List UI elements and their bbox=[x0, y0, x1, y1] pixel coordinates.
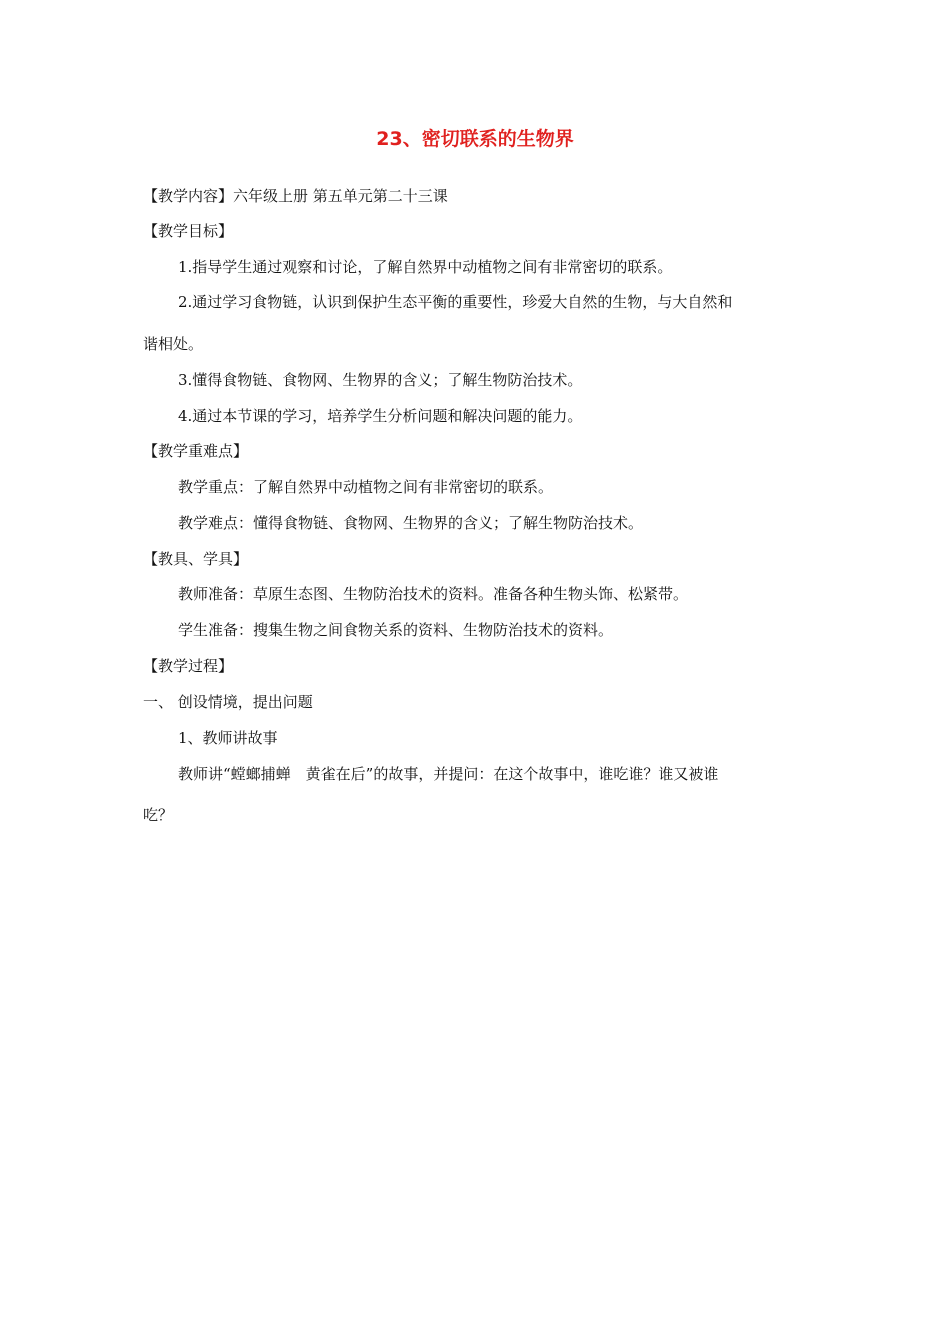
goal-2-line-1: 2.通过学习食物链，认识到保护生态平衡的重要性，珍爱大自然的生物，与大自然和 bbox=[178, 293, 733, 311]
teacher-prep-line: 教师准备：草原生态图、生物防治技术的资料。准备各种生物头饰、松紧带。 bbox=[178, 585, 689, 603]
story-line-1: 教师讲“螳螂捕蝉 黄雀在后”的故事，并提问：在这个故事中，谁吃谁？谁又被谁 bbox=[178, 765, 719, 783]
process-header: 【教学过程】 bbox=[143, 657, 234, 675]
teaching-content-line: 【教学内容】六年级上册 第五单元第二十三课 bbox=[143, 187, 448, 205]
document-title: 23、密切联系的生物界 bbox=[376, 128, 574, 150]
goal-3: 3.懂得食物链、食物网、生物界的含义；了解生物防治技术。 bbox=[178, 371, 583, 389]
keypoint-line: 教学重点：了解自然界中动植物之间有非常密切的联系。 bbox=[178, 478, 554, 496]
story-line-2: 吃？ bbox=[143, 806, 174, 824]
tools-header: 【教具、学具】 bbox=[143, 550, 249, 568]
goal-4: 4.通过本节课的学习，培养学生分析问题和解决问题的能力。 bbox=[178, 407, 583, 425]
step-1-1-heading: 1、教师讲故事 bbox=[178, 729, 278, 747]
difficulty-line: 教学难点：懂得食物链、食物网、生物界的含义；了解生物防治技术。 bbox=[178, 514, 644, 532]
goal-1: 1.指导学生通过观察和讨论，了解自然界中动植物之间有非常密切的联系。 bbox=[178, 258, 673, 276]
goals-header: 【教学目标】 bbox=[143, 222, 234, 240]
goal-2-line-2: 谐相处。 bbox=[143, 335, 204, 353]
keypoints-header: 【教学重难点】 bbox=[143, 442, 249, 460]
step-1-heading: 一、 创设情境，提出问题 bbox=[143, 693, 313, 711]
student-prep-line: 学生准备：搜集生物之间食物关系的资料、生物防治技术的资料。 bbox=[178, 621, 614, 639]
